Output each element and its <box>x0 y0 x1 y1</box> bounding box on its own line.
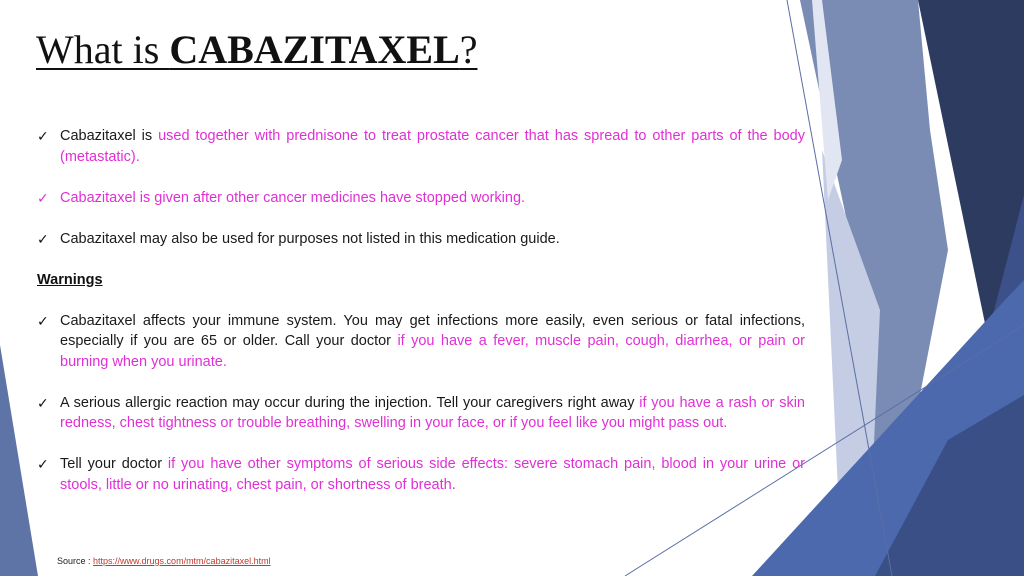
left-edge-sliver <box>0 345 38 576</box>
bullet-text <box>60 229 805 250</box>
bullet-plain-text: Cabazitaxel is <box>60 128 159 144</box>
bullet-plain-text: Cabazitaxel may also be used for purposes not listed in this medication guide. <box>60 230 560 247</box>
bullet-intro-1 <box>37 126 805 167</box>
bullet-plain-text: Tell your doctor <box>60 456 168 472</box>
bullet-plain-text: A serious allergic reaction may occur during the injection. Tell your caregivers right away <box>60 394 640 411</box>
check-mark-icon: ✓ <box>37 230 49 247</box>
title-prefix: What is <box>36 27 170 72</box>
bullet-highlight-text: Cabazitaxel is given after other cancer medicines have stopped working. <box>60 189 526 206</box>
source-link[interactable]: https://www.drugs.com/mtm/cabazitaxel.html <box>93 556 271 566</box>
bullet-warning-2 <box>37 393 805 434</box>
bullet-text <box>60 126 805 167</box>
title-drug-name: CABAZITAXEL <box>169 27 460 72</box>
check-mark-icon: ✓ <box>37 312 49 329</box>
bullet-highlight-text: used together with prednisone to treat prostate cancer that has spread to other parts of the body (metastatic). <box>60 128 805 165</box>
title-suffix: ? <box>459 27 478 72</box>
bullet-text <box>60 311 805 373</box>
check-mark-icon: ✓ <box>37 128 49 144</box>
bullet-highlight-text: if you have a rash or skin redness, chest tightness or trouble breathing, swelling in your face, or if you feel like you might pass out. <box>60 394 805 431</box>
bullet-warning-1 <box>37 311 805 373</box>
bullet-intro-3 <box>37 229 805 250</box>
check-mark-icon: ✓ <box>37 394 49 411</box>
bullet-highlight-text: if you have a fever, muscle pain, cough, diarrhea, or pain or burning when you urinate. <box>60 333 805 370</box>
bullet-text <box>60 188 805 209</box>
bullet-intro-2 <box>37 188 805 209</box>
bullet-warning-3 <box>37 454 805 495</box>
page-title <box>36 26 478 73</box>
check-mark-icon: ✓ <box>37 189 49 206</box>
bullet-text <box>60 393 805 434</box>
content-body <box>37 126 805 516</box>
bullet-highlight-text: if you have other symptoms of serious side effects: severe stomach pain, blood in your urine or stools, little or no urinating, chest pain, or shortness of breath. <box>60 456 805 493</box>
source-citation <box>57 556 271 566</box>
check-mark-icon: ✓ <box>37 456 49 472</box>
warnings-heading: Warnings <box>37 271 103 288</box>
bullet-plain-text: Cabazitaxel affects your immune system. You may get infections more easily, even serious or fatal infections, especially if you are 65 or older. Call your doctor <box>60 312 805 349</box>
source-label: Source : <box>57 556 94 566</box>
bullet-text <box>60 454 805 495</box>
